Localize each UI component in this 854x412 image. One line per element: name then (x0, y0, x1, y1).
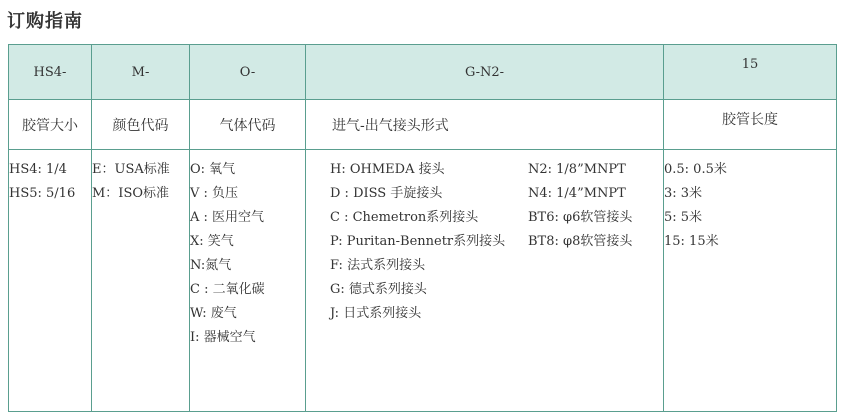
length-option: 15: 15米 (664, 234, 719, 249)
gas-option: I: 器械空气 (190, 330, 256, 345)
connector-option: N4: 1/4”MNPT (528, 186, 626, 201)
header-color: 颜色代码 (92, 100, 190, 150)
code-size: HS4- (9, 45, 92, 100)
header-length: 胶管长度 (664, 100, 837, 150)
size-options (9, 150, 92, 412)
code-gas: O- (190, 45, 306, 100)
gas-options (190, 150, 306, 412)
connector-option: C : Chemetron系列接头 (330, 210, 479, 225)
page-title: 订购指南 (7, 11, 83, 32)
header-size: 胶管大小 (9, 100, 92, 150)
size-option: HS5: 5/16 (9, 186, 76, 201)
connector-option: F: 法式系列接头 (330, 258, 426, 273)
length-option: 5: 5米 (664, 210, 703, 225)
gas-option: V : 负压 (190, 186, 239, 201)
length-options (664, 150, 837, 412)
code-color: M- (92, 45, 190, 100)
size-option: HS4: 1/4 (9, 162, 67, 177)
color-option: M：ISO标准 (92, 186, 170, 201)
gas-option: W: 废气 (190, 306, 237, 321)
color-options (92, 150, 190, 412)
column-header-row (9, 100, 837, 150)
connector-options-left (330, 158, 505, 326)
gas-option: O: 氧气 (190, 162, 236, 177)
ordering-guide-table (8, 44, 837, 412)
connector-option: G: 德式系列接头 (330, 282, 427, 297)
connector-options (306, 150, 664, 412)
model-code-row (9, 45, 837, 100)
connector-option: BT8: φ8软管接头 (528, 234, 633, 249)
header-gas: 气体代码 (190, 100, 306, 150)
length-option: 3: 3米 (664, 186, 703, 201)
connector-option: N2: 1/8”MNPT (528, 162, 626, 177)
gas-option: C : 二氧化碳 (190, 282, 265, 297)
connector-option: BT6: φ6软管接头 (528, 210, 633, 225)
code-connector: G-N2- (306, 45, 664, 100)
connector-options-right (528, 158, 632, 254)
length-option: 0.5: 0.5米 (664, 162, 727, 177)
gas-option: A : 医用空气 (190, 210, 265, 225)
color-option: E：USA标准 (92, 162, 170, 177)
code-length: 15 (664, 45, 837, 100)
connector-option: H: OHMEDA 接头 (330, 162, 445, 177)
options-row (9, 150, 837, 412)
gas-option: X: 笑气 (190, 234, 234, 249)
connector-option: P: Puritan-Bennetr系列接头 (330, 234, 506, 249)
header-connector: 进气-出气接头形式 (306, 100, 664, 150)
connector-option: J: 日式系列接头 (330, 306, 422, 321)
gas-option: N:氮气 (190, 258, 232, 273)
connector-option: D : DISS 手旋接头 (330, 186, 443, 201)
